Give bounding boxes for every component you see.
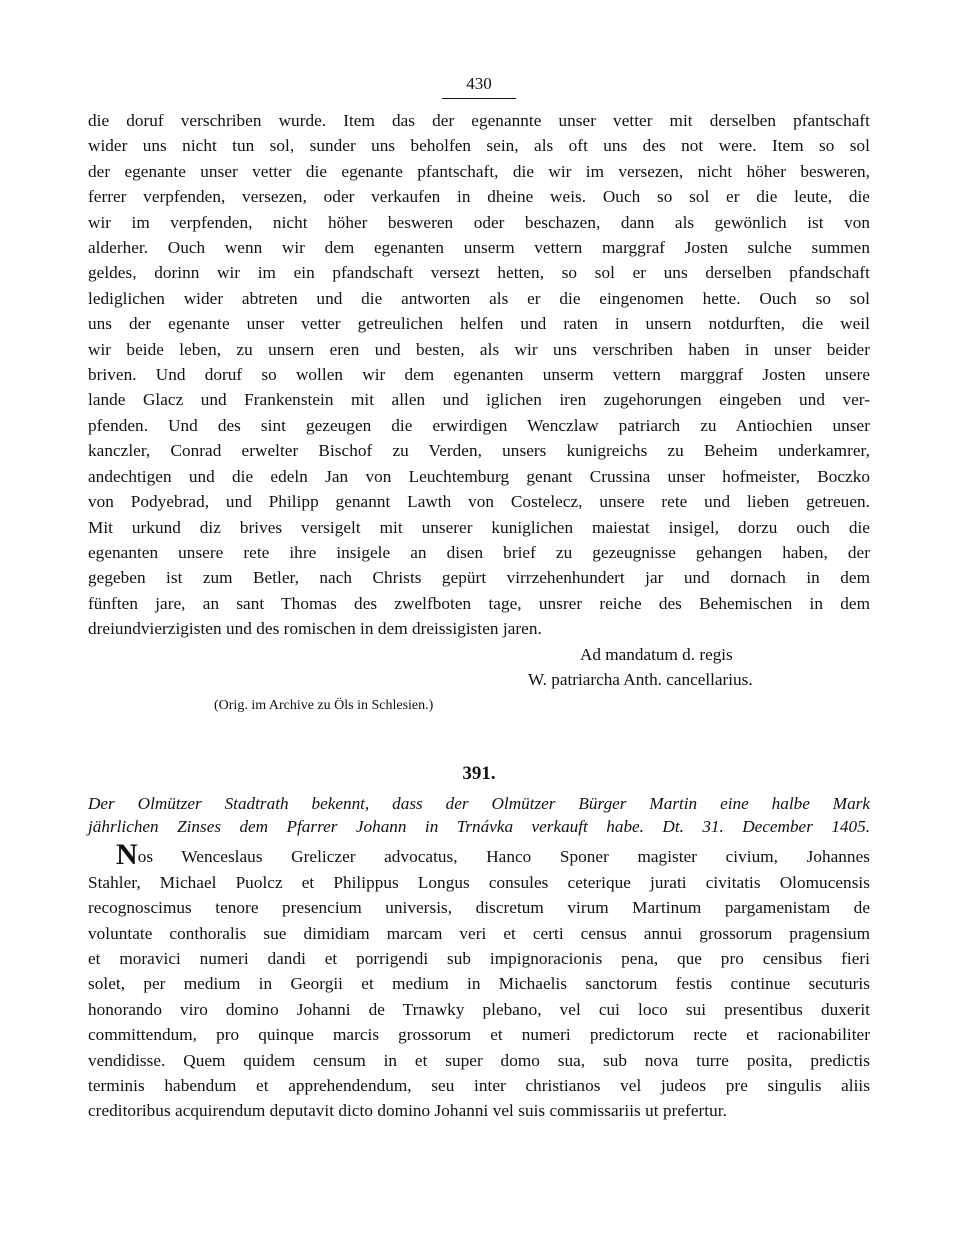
text-line: voluntate conthoralis sue dimidiam marcam veri et certi census annui grossorum pragensium [88,923,870,943]
page-number: 430 [88,74,870,108]
text-line: lediglichen wider abtreten und die antworten als er die eingenomen hette. Ouch so sol [88,288,870,308]
text-line: honorando viro domino Johanni de Trnawky plebano, vel cui loco sui presentibus duxerit [88,999,870,1019]
signature-line-2: W. patriarcha Anth. cancellarius. [528,669,753,689]
text-line: uns der egenante unser vetter getreulichen helfen und raten in unsern notdurften, die weil [88,314,870,334]
source-note: (Orig. im Archive zu Öls in Schlesien.) [214,698,434,714]
signature-block [88,642,870,693]
initial-letter: N [116,838,138,872]
text-line: kanczler, Conrad erwelter Bischof zu Verden, unsers kunigreichs zu Beheim underkamrer, [88,441,870,461]
document-heading [88,792,870,838]
text-line: die doruf verschriben wurde. Item das der egenannte unser vetter mit derselben pfantschaft [88,111,870,130]
text-line: Stahler, Michael Puolcz et Philippus Longus consules ceterique jurati civitatis Olomucensis [88,872,870,892]
text-line: solet, per medium in Georgii et medium in Michaelis sanctorum festis continue secuturis [88,974,870,994]
text-line: wir beide leben, zu unsern eren und besten, als wir uns verschriben haben in unser beider [88,339,870,359]
text-line: egenanten unsere rete ihre insigele an disen brief zu gezeugnisse gehangen haben, der [88,542,870,562]
text-line: der egenante unser vetter die egenante pfantschaft, die wir im versezen, nicht höher besweren, [88,161,870,181]
text-line: gegeben ist zum Betler, nach Christs gepürt virrzehenhundert jar und dornach in dem [88,568,870,588]
document-body [88,838,870,1123]
text-line: ferrer verpfenden, versezen, oder verkaufen in dheine weis. Ouch so sol er die leute, die [88,187,870,207]
document-number: 391. [462,763,496,785]
heading-line: jährlichen Zinses dem Pfarrer Johann in Trnávka verkauft habe. Dt. 31. December 1405. [88,817,870,837]
signature-line-1: Ad mandatum d. regis [580,644,733,664]
text-line: wider uns nicht tun sol, sunder uns beholfen sein, als oft uns des not were. Item so sol [88,136,870,156]
text-line: terminis habendum et apprehendendum, seu inter christianos vel judeos pre singulis aliis [88,1076,870,1095]
text-line: andechtigen und die edeln Jan von Leuchtemburg genant Crussina unser hofmeister, Boczko [88,466,870,486]
text-line: creditoribus acquirendum deputavit dicto domino Johanni vel suis commissariis ut prefertur. [88,1101,727,1121]
text-line: vendidisse. Quem quidem censum in et super domo sua, sub nova turre posita, predictis [88,1050,870,1070]
text-line: von Podyebrad, und Philipp genannt Lawth von Costelecz, unsere rete und lieben getreuen. [88,492,870,512]
heading-line: Der Olmützer Stadtrath bekennt, dass der Olmützer Bürger Martin eine halbe Mark [88,794,870,814]
paragraph-continuation [88,108,870,642]
text-line: pfenden. Und des sint gezeugen die erwirdigen Wenczlaw patriarch zu Antiochien unser [88,415,870,435]
body-first-line: Nos Wenceslaus Greliczer advocatus, Hanco Sponer magister civium, Johannes [116,838,870,872]
text-line: recognoscimus tenore presencium universis, discretum virum Martinum pargamenistam de [88,898,870,918]
text-line: alderher. Ouch wenn wir dem egenanten unserm vettern marggraf Josten sulche summen [88,238,870,258]
text-line: Mit urkund diz brives versigelt mit unserer kuniglichen maiestat insigel, dorzu ouch die [88,517,870,537]
text-line: geldes, dorinn wir im ein pfandschaft versezt hetten, so sol er uns derselben pfandschaft [88,263,870,283]
text-line: lande Glacz und Frankenstein mit allen und iglichen iren zugehorungen eingeben und ver- [88,390,870,410]
document-page [88,74,870,1124]
text-line: dreiundvierzigisten und des romischen in dem dreissigisten jaren. [88,619,542,639]
text-line: fünften jare, an sant Thomas des zwelfboten tage, unsrer reiche des Behemischen in dem [88,593,870,613]
text-line: wir im verpfenden, nicht höher besweren oder beschazen, dann als gewönlich ist von [88,212,870,232]
text-line: briven. Und doruf so wollen wir dem egenanten unserm vettern marggraf Josten unsere [88,365,870,385]
text-line: et moravici numeri dandi et porrigendi sub impignoracionis pena, que pro censibus fieri [88,948,870,968]
text-line: committendum, pro quinque marcis grossorum et numeri predictorum recte et racionabiliter [88,1025,870,1045]
